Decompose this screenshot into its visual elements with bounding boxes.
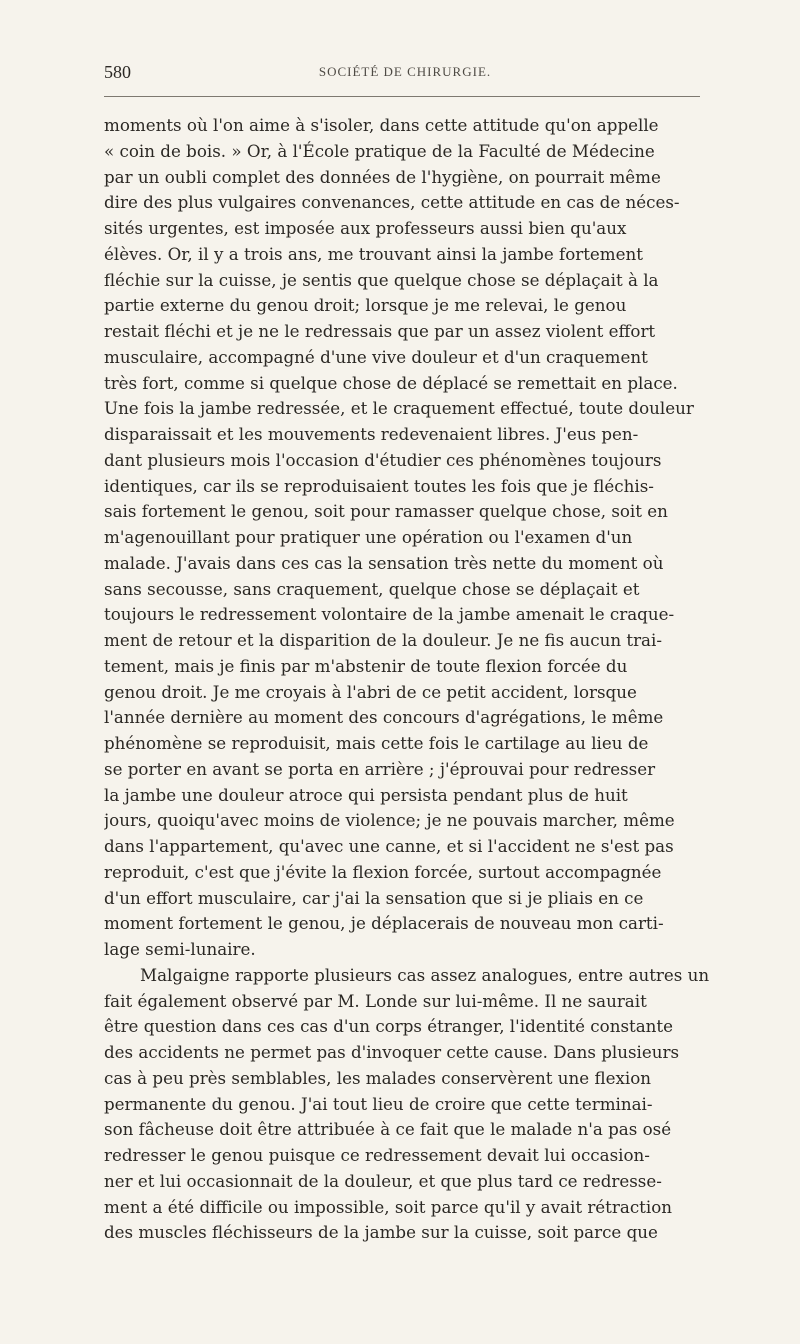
paragraph-start-line: Malgaigne rapporte plusieurs cas assez analogues, entre autres un xyxy=(140,964,710,985)
text-line: par un oubli complet des données de l'hygiène, on pourrait même xyxy=(104,166,661,187)
text-line: son fâcheuse doit être attribuée à ce fait que le malade n'a pas osé xyxy=(104,1119,672,1140)
text-line: moment fortement le genou, je déplacerais de nouveau mon carti- xyxy=(104,913,664,934)
text-line: redresser le genou puisque ce redressement devait lui occasion- xyxy=(104,1145,650,1165)
body-text xyxy=(104,113,714,1246)
text-line: musculaire, accompagné d'une vive douleur et d'un craquement xyxy=(104,346,648,367)
text-line: sais fortement le genou, soit pour ramasser quelque chose, soit en xyxy=(104,501,668,522)
text-line: ner et lui occasionnait de la douleur, et que plus tard ce redresse- xyxy=(104,1170,662,1191)
running-head: SOCIÉTÉ DE CHIRURGIE. xyxy=(318,64,492,79)
text-line: se porter en avant se porta en arrière ; j'éprouvai pour redresser xyxy=(104,758,656,779)
text-line: permanente du genou. J'ai tout lieu de croire que cette terminai- xyxy=(104,1093,653,1114)
text-line: reproduit, c'est que j'évite la flexion forcée, surtout accompagnée xyxy=(104,861,662,882)
text-line: l'année dernière au moment des concours d'agrégations, le même xyxy=(104,707,664,728)
text-line: dire des plus vulgaires convenances, cette attitude en cas de néces- xyxy=(104,192,680,213)
text-line: élèves. Or, il y a trois ans, me trouvant ainsi la jambe fortement xyxy=(104,243,643,264)
text-line: cas à peu près semblables, les malades conservèrent une flexion xyxy=(104,1067,651,1088)
text-line: dant plusieurs mois l'occasion d'étudier ces phénomènes toujours xyxy=(104,449,662,470)
text-line: malade. J'avais dans ces cas la sensation très nette du moment où xyxy=(104,552,664,573)
text-line: jours, quoiqu'avec moins de violence; je ne pouvais marcher, même xyxy=(104,810,675,831)
text-line: des accidents ne permet pas d'invoquer cette cause. Dans plusieurs xyxy=(104,1042,680,1062)
text-line: « coin de bois. » Or, à l'École pratique de la Faculté de Médecine xyxy=(104,140,655,161)
text-line: très fort, comme si quelque chose de déplacé se remettait en place. xyxy=(104,372,678,393)
text-line: ment a été difficile ou impossible, soit parce qu'il y avait rétraction xyxy=(104,1196,673,1217)
text-line: sités urgentes, est imposée aux professeurs aussi bien qu'aux xyxy=(104,218,627,238)
text-line: la jambe une douleur atroce qui persista pendant plus de huit xyxy=(104,784,628,805)
text-line: dans l'appartement, qu'avec une canne, et si l'accident ne s'est pas xyxy=(104,836,674,856)
text-line: restait fléchi et je ne le redressais que par un assez violent effort xyxy=(104,321,656,341)
text-line: fléchie sur la cuisse, je sentis que quelque chose se déplaçait à la xyxy=(104,269,659,290)
text-line: phénomène se reproduisit, mais cette fois le cartilage au lieu de xyxy=(104,733,649,753)
text-line: toujours le redressement volontaire de la jambe amenait le craque- xyxy=(104,604,675,625)
text-line: m'agenouillant pour pratiquer une opération ou l'examen d'un xyxy=(104,527,633,547)
text-line: sans secousse, sans craquement, quelque chose se déplaçait et xyxy=(104,578,640,599)
text-line: des muscles fléchisseurs de la jambe sur la cuisse, soit parce que xyxy=(104,1222,658,1243)
text-line: être question dans ces cas d'un corps étranger, l'identité constante xyxy=(104,1016,673,1037)
text-line: identiques, car ils se reproduisaient toutes les fois que je fléchis- xyxy=(104,475,654,496)
page-number: 580 xyxy=(104,62,131,82)
text-line: tement, mais je finis par m'abstenir de toute flexion forcée du xyxy=(104,655,628,676)
text-line: Une fois la jambe redressée, et le craquement effectué, toute douleur xyxy=(104,398,694,419)
text-line: lage semi-lunaire. xyxy=(104,939,256,959)
header-rule xyxy=(104,96,700,97)
text-line: ment de retour et la disparition de la douleur. Je ne fis aucun trai- xyxy=(104,630,662,650)
text-line: moments où l'on aime à s'isoler, dans cette attitude qu'on appelle xyxy=(104,115,659,135)
text-line: fait également observé par M. Londe sur lui-même. Il ne saurait xyxy=(104,990,647,1011)
text-line: partie externe du genou droit; lorsque je me relevai, le genou xyxy=(104,295,627,316)
text-line: d'un effort musculaire, car j'ai la sensation que si je pliais en ce xyxy=(104,887,644,908)
text-line: genou droit. Je me croyais à l'abri de ce petit accident, lorsque xyxy=(104,681,637,702)
page-header xyxy=(104,62,700,86)
text-line: disparaissait et les mouvements redevenaient libres. J'eus pen- xyxy=(104,424,639,444)
